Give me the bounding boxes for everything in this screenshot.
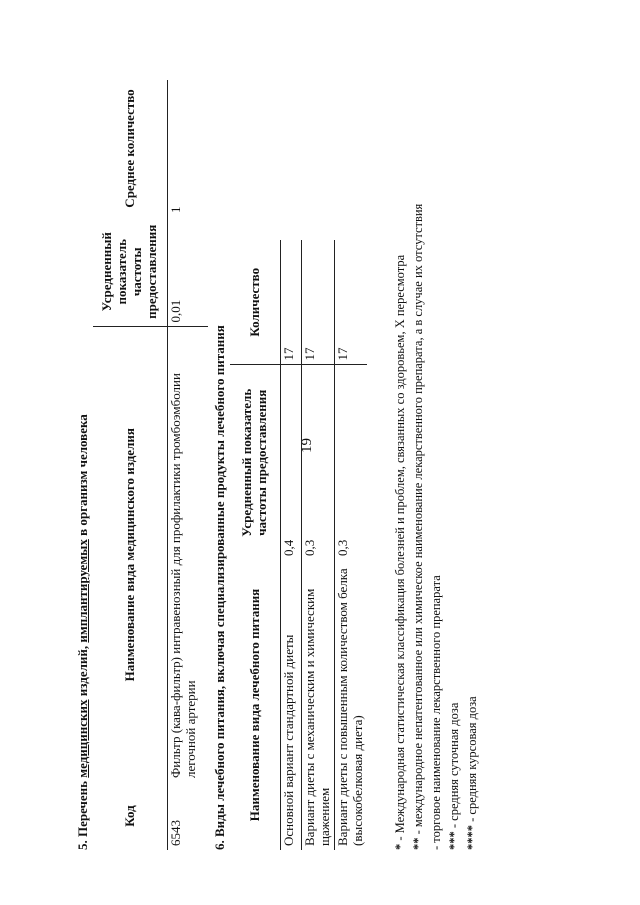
cell-average-quantity: 1 xyxy=(168,206,183,213)
table-row xyxy=(302,240,335,850)
table-header-row xyxy=(93,80,168,850)
header-frequency: Усредненный показатель частоты предоставления xyxy=(93,217,168,327)
section5-title-prefix: 5. Перечень xyxy=(75,777,90,850)
cell-frequency: 0,3 xyxy=(302,365,335,560)
header-average-quantity: Среднее количество xyxy=(93,80,168,217)
table-row xyxy=(281,240,302,850)
table-header-row xyxy=(230,240,281,850)
table-row xyxy=(168,80,209,850)
section5-title-mid: изделий, xyxy=(75,642,90,700)
footnote-text: - Международная статистическая классификация болезней и проблем, связанных со здоровьем, X пересмотра xyxy=(392,254,407,844)
footnote-text: - торговое наименование лекарственного препарата xyxy=(429,575,443,850)
cell-frequency: 0,3 xyxy=(334,539,350,556)
header-device-name: Наименование вида медицинского изделия xyxy=(93,327,168,782)
cell-nutrition-name: Вариант диеты с механическим и химическим щажением xyxy=(302,560,335,850)
header-nutrition-name: Наименование вида лечебного питания xyxy=(230,560,281,850)
cell-frequency: 0,01 xyxy=(168,217,209,327)
cell-frequency: 0,4 xyxy=(281,365,302,560)
section5-title-underlined-1: медицинских xyxy=(75,699,90,778)
cell-code: 6543 xyxy=(168,820,183,846)
header-quantity: Количество xyxy=(230,240,281,365)
cell-quantity: 17 xyxy=(302,240,335,365)
therapeutic-nutrition-table xyxy=(230,240,367,850)
section5-title xyxy=(75,55,91,850)
rotated-content xyxy=(75,55,555,850)
section5-title-underlined-2: имплантируемых xyxy=(75,539,90,643)
footnote xyxy=(445,55,463,850)
section5-title-suffix: в организм человека xyxy=(75,414,90,540)
cell-nutrition-name: Вариант диеты с повышенным количеством белка (высокобелковая диета) xyxy=(334,568,365,846)
footnote xyxy=(391,55,409,850)
header-code: Код xyxy=(93,782,168,850)
footnote-mark: ** xyxy=(410,837,425,850)
footnote-mark: *** xyxy=(447,831,462,850)
footnotes xyxy=(391,55,482,850)
footnote xyxy=(463,55,481,850)
cell-quantity: 17 xyxy=(334,240,366,365)
footnote-text: - средняя суточная доза xyxy=(447,702,462,832)
footnote-mark: * xyxy=(392,843,407,850)
footnote xyxy=(409,55,427,850)
cell-quantity: 17 xyxy=(281,240,302,365)
section6-title: 6. Виды лечебного питания, включая специализированные продукты лечебного питания xyxy=(212,325,227,850)
page-number: 19 xyxy=(299,438,315,453)
cell-nutrition-name: Основной вариант стандартной диеты xyxy=(281,560,302,850)
header-frequency: Усредненный показатель частоты предоставления xyxy=(230,365,281,560)
table-row xyxy=(334,240,366,850)
footnote xyxy=(427,55,445,850)
medical-devices-table xyxy=(93,80,208,850)
footnote-mark: **** xyxy=(465,825,480,850)
footnote-text: - средняя курсовая доза xyxy=(465,696,480,825)
footnote-text: - международное непатентованное или химическое наименование лекарственного препарата, а в случае их отсутствия xyxy=(410,203,425,838)
cell-device-name: Фильтр (кава-фильтр) интравенозный для профилактики тромбоэмболии легочной артерии xyxy=(168,373,198,778)
